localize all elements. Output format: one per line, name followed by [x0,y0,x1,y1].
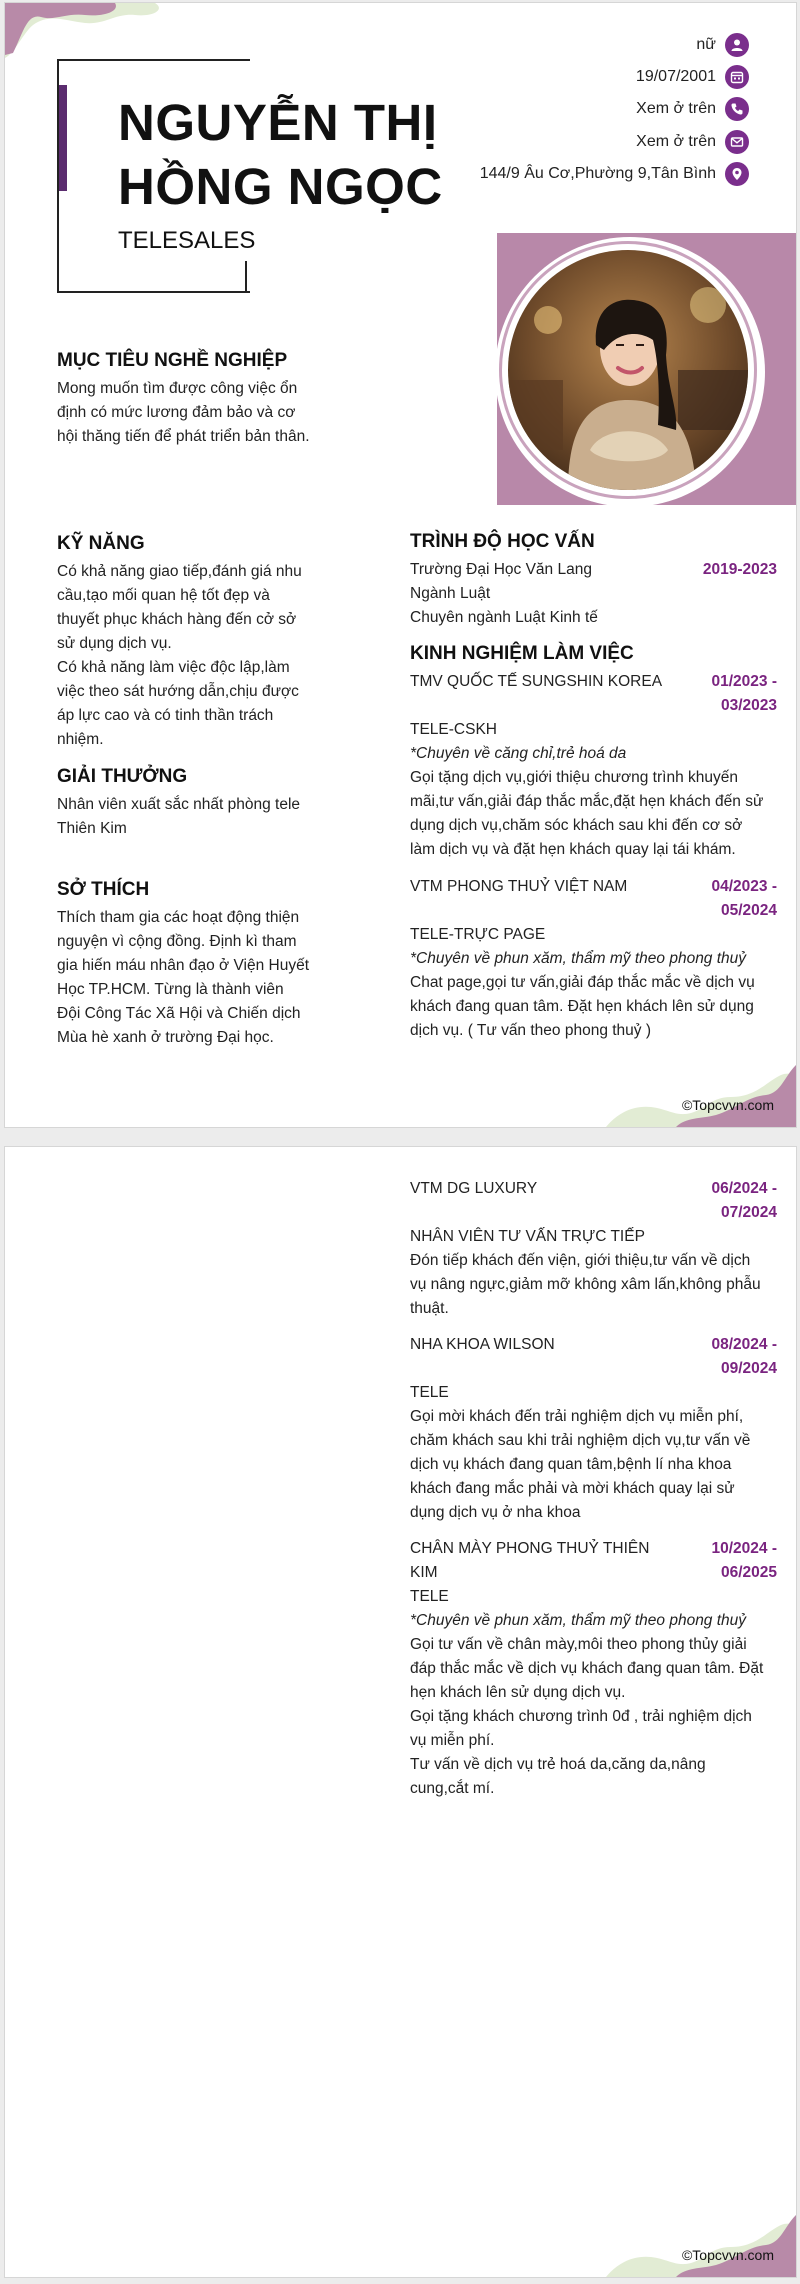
candidate-name [118,91,443,219]
contact-email-text: Xem ở trên [636,133,716,150]
phone-icon [725,97,749,121]
job-company: TMV QUỐC TẾ SUNGSHIN KOREA [410,673,663,690]
objective-title: MỤC TIÊU NGHỀ NGHIỆP [57,350,288,371]
job-date-start: 08/2024 - [711,1336,777,1353]
job-date [712,670,778,718]
cv-page-1 [4,2,797,1128]
name-line-2: HỒNG NGỌC [118,158,443,215]
skills-text [57,560,319,752]
contact-address-text: 144/9 Âu Cơ,Phường 9,Tân Bình [479,165,716,182]
education-school: Trường Đại Học Văn Lang [410,561,592,578]
job-line: dụng dịch vụ,chăm sóc khách sau khi đến cơ sở [410,817,743,834]
contact-birthday [636,65,749,89]
footer-brand: ©Topcvvn.com [681,2247,774,2263]
hobbies-line: Học TP.HCM. Từng là thành viên [57,981,284,998]
job-line: Đón tiếp khách đến viện, giới thiệu,tư vấn về dịch [410,1252,751,1269]
hobbies-line: Thích tham gia các hoạt động thiện [57,909,300,926]
job-line: chăm khách sau khi trải nghiệm dịch vụ,tư vấn về [410,1432,751,1449]
job-date-start: 10/2024 - [711,1540,777,1557]
job-line: Gọi tư vấn về chân mày,môi theo phong thủy giải [410,1636,747,1653]
objective-text [57,377,357,449]
skills-line: áp lực cao và có tinh thần trách [57,707,274,724]
objective-line: hội thăng tiến để phát triển bản thân. [57,428,310,445]
skills-line: việc theo sát hướng dẫn,chịu được [57,683,299,700]
job-line: dụng dịch vụ ở nha khoa [410,1504,581,1521]
experience-title: KINH NGHIỆM LÀM VIỆC [410,643,634,664]
skills-line: Có khả năng giao tiếp,đánh giá nhu [57,563,302,580]
education-date: 2019-2023 [702,561,777,578]
hobbies-line: Đội Công Tác Xã Hội và Chiến dịch [57,1005,301,1022]
name-line-1: NGUYỄN THỊ [118,94,438,151]
job-date [712,1537,778,1585]
location-icon [725,162,749,186]
job-position: TELE-CSKH [410,721,497,738]
job-line: dịch vụ. ( Tư vấn theo phong thuỷ ) [410,1022,652,1039]
job-date-end: 03/2023 [720,697,777,714]
contact-phone-text: Xem ở trên [636,100,716,117]
job-line: khách đang quan tâm. Đặt hẹn khách lên sử dụng [410,998,754,1015]
contact-gender-text: nữ [696,36,716,53]
calendar-icon [725,65,749,89]
decor-blob-bottom-right [606,2207,796,2277]
candidate-role: TELESALES [118,227,256,254]
contact-birthday-text: 19/07/2001 [635,68,716,85]
job-line: khách đang mắc phải và mời khách quay lại sử [410,1480,735,1497]
awards-line: Thiên Kim [57,820,127,837]
job-line: hẹn khách lên sử dụng dịch vụ. [410,1684,626,1701]
hobbies-title: SỞ THÍCH [57,879,150,900]
profile-photo [508,250,748,490]
job-date-start: 04/2023 - [711,878,777,895]
job-company: NHA KHOA WILSON [410,1336,555,1353]
objective-line: định có mức lương đảm bảo và cơ [57,404,296,421]
skills-line: sử dụng dịch vụ. [57,635,172,652]
mail-icon [725,130,749,154]
job-line: vụ miễn phí. [410,1732,495,1749]
education-title: TRÌNH ĐỘ HỌC VẤN [410,531,595,552]
job-line: Tư vấn về dịch vụ trẻ hoá da,căng da,nâng [410,1756,706,1773]
job-date [712,1333,778,1381]
job-line: cung,cắt mí. [410,1780,495,1797]
job-date-start: 06/2024 - [711,1180,777,1197]
hobbies-line: gia hiến máu nhân đạo ở Viện Huyết [57,957,310,974]
job-note: *Chuyên về phun xăm, thẩm mỹ theo phong thuỷ [410,1612,747,1629]
job-date-end: 07/2024 [720,1204,777,1221]
hobbies-line: nguyện vì cộng đồng. Định kì tham [57,933,297,950]
decor-blob-bottom-right [606,1057,796,1127]
job-line: đáp thắc mắc về dịch vụ khách đang quan tâm. Đặt [410,1660,764,1677]
name-frame-bottom [57,278,250,293]
job-line: mãi,tư vấn,giải đáp thắc mắc,đặt hẹn khách đến sử [410,793,764,810]
job-line: Chat page,gọi tư vấn,giải đáp thắc mắc về dịch vụ [410,974,755,991]
job-note: *Chuyên về phun xăm, thẩm mỹ theo phong thuỷ [410,950,747,967]
cv-page-2 [4,1146,797,2278]
job-description [410,923,780,1043]
job-position: NHÂN VIÊN TƯ VẤN TRỰC TIẾP [410,1228,645,1245]
job-date-end: 06/2025 [720,1564,777,1581]
job-date-end: 05/2024 [720,902,777,919]
job-position: TELE [410,1384,449,1401]
job-line: thuật. [410,1300,449,1317]
job-line: Gọi mời khách đến trải nghiệm dịch vụ miễn phí, [410,1408,744,1425]
awards-text [57,793,319,841]
contact-gender [696,33,749,57]
job-date [712,1177,778,1225]
skills-line: Có khả năng làm việc độc lập,làm [57,659,290,676]
education-details [410,558,670,630]
job-note: *Chuyên về căng chỉ,trẻ hoá da [410,745,627,762]
objective-line: Mong muốn tìm được công việc ổn [57,380,298,397]
hobbies-text [57,906,319,1050]
job-line: vụ nâng ngực,giảm mỡ không xâm lấn,không phẫu [410,1276,761,1293]
name-frame-right-tick [245,261,247,291]
education-major: Ngành Luật [410,585,491,602]
contact-email [636,130,749,154]
job-description [410,1225,780,1321]
job-company [410,1537,680,1585]
awards-line: Nhân viên xuất sắc nhất phòng tele [57,796,301,813]
job-company: VTM DG LUXURY [410,1180,538,1197]
job-description [410,718,780,862]
job-position: TELE [410,1588,449,1605]
hobbies-line: Mùa hè xanh ở trường Đại học. [57,1029,274,1046]
job-date-start: 01/2023 - [711,673,777,690]
job-company-line: KIM [410,1564,438,1581]
name-frame-top [57,59,250,73]
contact-address [480,162,749,186]
job-description [410,1585,780,1801]
name-accent-bar [59,85,67,191]
person-icon [725,33,749,57]
footer-brand: ©Topcvvn.com [681,1097,774,1113]
job-line: dịch vụ khách đang quan tâm,bệnh lí nha khoa [410,1456,732,1473]
skills-line: nhiệm. [57,731,104,748]
job-line: Gọi tặng dịch vụ,giới thiệu chương trình khuyến [410,769,738,786]
skills-title: KỸ NĂNG [57,533,145,554]
job-line: làm dịch vụ và đặt hẹn khách quay lại tái khám. [410,841,736,858]
awards-title: GIẢI THƯỞNG [57,766,188,787]
job-date [712,875,778,923]
job-position: TELE-TRỰC PAGE [410,926,546,943]
job-company: VTM PHONG THUỶ VIỆT NAM [410,878,628,895]
education-specialization: Chuyên ngành Luật Kinh tế [410,609,598,626]
contact-phone [636,97,749,121]
job-line: Gọi tặng khách chương trình 0đ , trải nghiệm dịch [410,1708,752,1725]
job-description [410,1381,780,1525]
skills-line: thuyết phục khách hàng đến cở sở [57,611,297,628]
job-company-line: CHÂN MÀY PHONG THUỶ THIÊN [410,1540,650,1557]
job-date-end: 09/2024 [720,1360,777,1377]
skills-line: cầu,tạo mối quan hệ tốt đẹp và [57,587,270,604]
decor-blob-top-left [5,3,175,63]
